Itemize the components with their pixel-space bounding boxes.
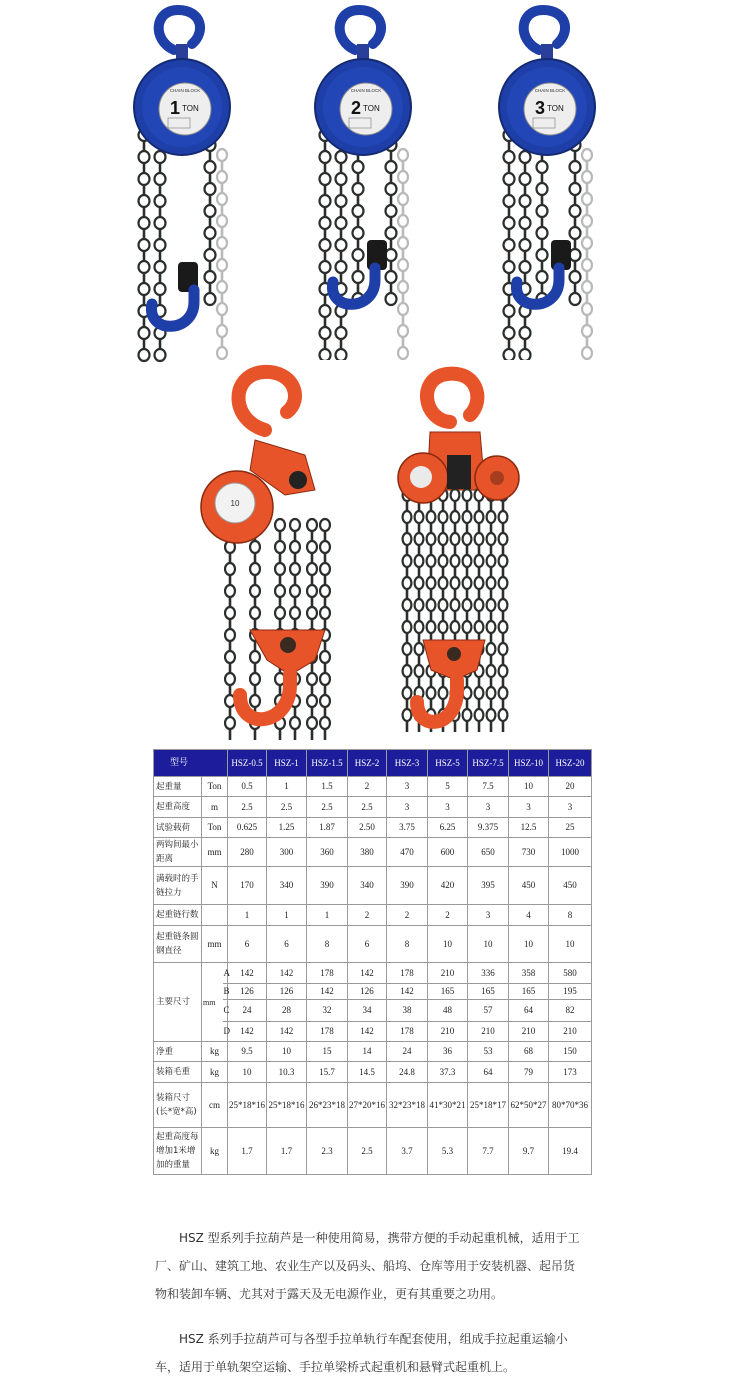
table-cell: 9.5 bbox=[228, 1042, 267, 1062]
table-cell: 165 bbox=[509, 984, 549, 1000]
row-unit: Ton bbox=[202, 818, 228, 838]
table-row bbox=[154, 797, 592, 818]
table-cell: 142 bbox=[267, 963, 307, 984]
dimension-sub-label: C bbox=[223, 1000, 228, 1022]
table-cell: 6 bbox=[228, 926, 267, 963]
table-cell: 12.5 bbox=[509, 818, 549, 838]
table-cell: 36 bbox=[428, 1042, 468, 1062]
table-row bbox=[154, 963, 592, 984]
table-cell: 195 bbox=[549, 984, 592, 1000]
table-cell: 420 bbox=[428, 867, 468, 905]
table-cell: 142 bbox=[348, 1022, 387, 1042]
table-row bbox=[154, 1042, 592, 1062]
row-unit: kg bbox=[202, 1062, 228, 1083]
table-cell: 142 bbox=[387, 984, 428, 1000]
capacity-label-plate bbox=[410, 466, 432, 488]
table-cell: 390 bbox=[387, 867, 428, 905]
table-cell: 126 bbox=[267, 984, 307, 1000]
table-cell: 3.7 bbox=[387, 1128, 428, 1175]
table-cell: 3 bbox=[468, 905, 509, 926]
table-cell: 2.5 bbox=[307, 797, 348, 818]
row-label: 起重链行数 bbox=[154, 905, 202, 926]
table-cell: 5.3 bbox=[428, 1128, 468, 1175]
table-cell: 1 bbox=[267, 777, 307, 797]
table-cell: 2.5 bbox=[267, 797, 307, 818]
table-cell: 64 bbox=[509, 1000, 549, 1022]
header-model: HSZ-1.5 bbox=[307, 750, 348, 777]
table-cell: 450 bbox=[509, 867, 549, 905]
table-row bbox=[154, 818, 592, 838]
table-cell: 1.87 bbox=[307, 818, 348, 838]
table-cell: 1 bbox=[267, 905, 307, 926]
table-cell: 1.25 bbox=[267, 818, 307, 838]
blue-hoists-illustration bbox=[125, 0, 625, 360]
row-label: 装箱尺寸(长*宽*高) bbox=[154, 1083, 202, 1128]
table-cell: 14.5 bbox=[348, 1062, 387, 1083]
spec-table-container bbox=[153, 749, 591, 1175]
table-cell: 8 bbox=[549, 905, 592, 926]
bottom-hook-icon bbox=[240, 675, 290, 719]
paragraph-line: 车，适用于单轨架空运输、手拉单梁桥式起重机和悬臂式起重机上。 bbox=[155, 1360, 516, 1374]
table-cell: 1.7 bbox=[267, 1128, 307, 1175]
description-paragraph-1 bbox=[155, 1224, 607, 1308]
table-cell: 26*23*18 bbox=[307, 1083, 348, 1128]
table-cell: 3 bbox=[549, 797, 592, 818]
row-label: 起重高度每增加1米增加的重量 bbox=[154, 1128, 202, 1175]
header-model: HSZ-5 bbox=[428, 750, 468, 777]
table-cell: 126 bbox=[348, 984, 387, 1000]
table-cell: 2.5 bbox=[228, 797, 267, 818]
capacity-number: 10 bbox=[230, 499, 240, 508]
capacity-unit: TON bbox=[182, 104, 199, 113]
table-cell: 1.7 bbox=[228, 1128, 267, 1175]
table-cell: 730 bbox=[509, 838, 549, 867]
table-cell: 142 bbox=[228, 963, 267, 984]
table-cell: 32 bbox=[307, 1000, 348, 1022]
table-cell: 10 bbox=[549, 926, 592, 963]
orange-hoist-1 bbox=[201, 372, 330, 740]
row-unit: mm bbox=[202, 963, 223, 1042]
table-cell: 650 bbox=[468, 838, 509, 867]
table-cell: 68 bbox=[509, 1042, 549, 1062]
table-cell: 165 bbox=[428, 984, 468, 1000]
table-cell: 15 bbox=[307, 1042, 348, 1062]
table-cell: 25*18*16 bbox=[228, 1083, 267, 1128]
table-cell: 10 bbox=[509, 926, 549, 963]
table-row bbox=[154, 1062, 592, 1083]
bottom-block-pin bbox=[280, 637, 296, 653]
paragraph-line: 厂、矿山、建筑工地、农业生产以及码头、船坞、仓库等用于安装机器、起吊货 bbox=[155, 1259, 576, 1273]
table-cell: 1000 bbox=[549, 838, 592, 867]
table-cell: 10 bbox=[428, 926, 468, 963]
spec-table bbox=[153, 749, 592, 1175]
table-cell: 142 bbox=[348, 963, 387, 984]
gear-housing bbox=[447, 455, 471, 489]
paragraph-line: HSZ 型系列手拉葫芦是一种使用简易，携带方便的手动起重机械，适用于工 bbox=[179, 1231, 580, 1245]
table-cell: 170 bbox=[228, 867, 267, 905]
description-paragraph-2 bbox=[155, 1325, 607, 1381]
table-cell: 300 bbox=[267, 838, 307, 867]
table-cell: 7.5 bbox=[468, 777, 509, 797]
blue-hoist-3 bbox=[499, 10, 595, 361]
table-cell: 34 bbox=[348, 1000, 387, 1022]
row-label: 起重链条圆钢直径 bbox=[154, 926, 202, 963]
wheel-hub bbox=[490, 471, 504, 485]
table-cell: 80*70*36 bbox=[549, 1083, 592, 1128]
table-cell: 142 bbox=[307, 984, 348, 1000]
table-cell: 178 bbox=[307, 1022, 348, 1042]
table-cell: 10 bbox=[267, 1042, 307, 1062]
table-cell: 2 bbox=[428, 905, 468, 926]
table-cell: 210 bbox=[509, 1022, 549, 1042]
table-cell: 580 bbox=[549, 963, 592, 984]
table-row bbox=[154, 867, 592, 905]
header-model: HSZ-10 bbox=[509, 750, 549, 777]
top-hook-icon bbox=[427, 374, 477, 422]
row-unit: m bbox=[202, 797, 228, 818]
table-cell: 37.3 bbox=[428, 1062, 468, 1083]
brand-text: CHAIN BLOCK bbox=[169, 88, 201, 93]
table-cell: 2.5 bbox=[348, 797, 387, 818]
capacity-unit: TON bbox=[363, 104, 380, 113]
orange-hoists-illustration bbox=[195, 360, 540, 740]
table-cell: 390 bbox=[307, 867, 348, 905]
header-model: HSZ-20 bbox=[549, 750, 592, 777]
table-cell: 25 bbox=[549, 818, 592, 838]
table-cell: 20 bbox=[549, 777, 592, 797]
blue-hoist-1 bbox=[134, 10, 230, 361]
table-cell: 3 bbox=[468, 797, 509, 818]
table-cell: 165 bbox=[468, 984, 509, 1000]
row-label: 装箱毛重 bbox=[154, 1062, 202, 1083]
table-cell: 178 bbox=[387, 963, 428, 984]
table-cell: 173 bbox=[549, 1062, 592, 1083]
blue-chain-hoists-photo bbox=[125, 0, 625, 360]
header-model: HSZ-2 bbox=[348, 750, 387, 777]
table-row bbox=[154, 926, 592, 963]
table-cell: 24.8 bbox=[387, 1062, 428, 1083]
brand-text: CHAIN BLOCK bbox=[350, 88, 382, 93]
table-cell: 210 bbox=[549, 1022, 592, 1042]
table-cell: 24 bbox=[387, 1042, 428, 1062]
table-cell: 358 bbox=[509, 963, 549, 984]
table-cell: 8 bbox=[387, 926, 428, 963]
row-unit: Ton bbox=[202, 777, 228, 797]
table-cell: 6.25 bbox=[428, 818, 468, 838]
table-cell: 4 bbox=[509, 905, 549, 926]
table-cell: 10 bbox=[468, 926, 509, 963]
row-unit: N bbox=[202, 867, 228, 905]
table-cell: 600 bbox=[428, 838, 468, 867]
table-row bbox=[154, 777, 592, 797]
table-cell: 3 bbox=[509, 797, 549, 818]
orange-chain-hoists-photo bbox=[195, 360, 540, 740]
table-cell: 38 bbox=[387, 1000, 428, 1022]
row-unit: mm bbox=[202, 838, 228, 867]
table-cell: 210 bbox=[428, 1022, 468, 1042]
header-model: HSZ-0.5 bbox=[228, 750, 267, 777]
table-cell: 2 bbox=[348, 777, 387, 797]
table-header-row bbox=[154, 750, 592, 777]
table-cell: 1 bbox=[228, 905, 267, 926]
table-cell: 10 bbox=[228, 1062, 267, 1083]
capacity-unit: TON bbox=[547, 104, 564, 113]
row-unit: kg bbox=[202, 1042, 228, 1062]
table-row bbox=[154, 838, 592, 867]
table-cell: 10 bbox=[509, 777, 549, 797]
capacity-number: 1 bbox=[169, 98, 180, 118]
table-cell: 2 bbox=[348, 905, 387, 926]
row-unit: cm bbox=[202, 1083, 228, 1128]
table-cell: 10.3 bbox=[267, 1062, 307, 1083]
table-cell: 178 bbox=[307, 963, 348, 984]
header-model: HSZ-3 bbox=[387, 750, 428, 777]
table-cell: 6 bbox=[348, 926, 387, 963]
table-cell: 3 bbox=[387, 777, 428, 797]
table-cell: 48 bbox=[428, 1000, 468, 1022]
table-cell: 0.5 bbox=[228, 777, 267, 797]
table-cell: 32*23*18 bbox=[387, 1083, 428, 1128]
table-cell: 82 bbox=[549, 1000, 592, 1022]
dimension-sub-label: A bbox=[223, 963, 228, 984]
row-label: 起重量 bbox=[154, 777, 202, 797]
blue-hoist-2 bbox=[315, 10, 411, 361]
row-unit bbox=[202, 905, 228, 926]
table-cell: 380 bbox=[348, 838, 387, 867]
table-cell: 8 bbox=[307, 926, 348, 963]
table-cell: 25*18*16 bbox=[267, 1083, 307, 1128]
header-model: HSZ-1 bbox=[267, 750, 307, 777]
table-cell: 340 bbox=[267, 867, 307, 905]
table-cell: 57 bbox=[468, 1000, 509, 1022]
table-cell: 360 bbox=[307, 838, 348, 867]
table-row bbox=[154, 905, 592, 926]
table-cell: 24 bbox=[228, 1000, 267, 1022]
top-hook-icon bbox=[238, 372, 295, 430]
paragraph-line: 物和装卸车辆、尤其对于露天及无电源作业，更有其重要之功用。 bbox=[155, 1287, 504, 1301]
table-cell: 15.7 bbox=[307, 1062, 348, 1083]
table-cell: 340 bbox=[348, 867, 387, 905]
table-cell: 280 bbox=[228, 838, 267, 867]
row-label: 两钩间最小距离 bbox=[154, 838, 202, 867]
table-cell: 27*20*16 bbox=[348, 1083, 387, 1128]
table-cell: 470 bbox=[387, 838, 428, 867]
row-label: 净重 bbox=[154, 1042, 202, 1062]
table-cell: 0.625 bbox=[228, 818, 267, 838]
table-cell: 178 bbox=[387, 1022, 428, 1042]
dimension-sub-label: D bbox=[223, 1022, 228, 1042]
table-cell: 7.7 bbox=[468, 1128, 509, 1175]
table-cell: 9.375 bbox=[468, 818, 509, 838]
table-cell: 6 bbox=[267, 926, 307, 963]
capacity-number: 2 bbox=[350, 98, 361, 118]
paragraph-line: HSZ 系列手拉葫芦可与各型手拉单轨行车配套使用，组成手拉起重运输小 bbox=[179, 1332, 568, 1346]
dimension-sub-label: B bbox=[223, 984, 228, 1000]
table-cell: 53 bbox=[468, 1042, 509, 1062]
brand-text: CHAIN BLOCK bbox=[534, 88, 566, 93]
header-model-label: 型号 bbox=[154, 750, 228, 777]
table-cell: 142 bbox=[267, 1022, 307, 1042]
bottom-block-pin bbox=[447, 647, 461, 661]
table-cell: 150 bbox=[549, 1042, 592, 1062]
table-cell: 2.50 bbox=[348, 818, 387, 838]
orange-hoist-2 bbox=[398, 374, 519, 732]
table-row bbox=[154, 1128, 592, 1175]
table-cell: 1.5 bbox=[307, 777, 348, 797]
table-cell: 3.75 bbox=[387, 818, 428, 838]
capacity-number: 3 bbox=[534, 98, 545, 118]
row-label: 满载时的手链拉力 bbox=[154, 867, 202, 905]
row-label: 试验载荷 bbox=[154, 818, 202, 838]
table-cell: 210 bbox=[428, 963, 468, 984]
table-cell: 395 bbox=[468, 867, 509, 905]
table-cell: 41*30*21 bbox=[428, 1083, 468, 1128]
table-cell: 64 bbox=[468, 1062, 509, 1083]
row-label: 起重高度 bbox=[154, 797, 202, 818]
table-cell: 19.4 bbox=[549, 1128, 592, 1175]
table-cell: 28 bbox=[267, 1000, 307, 1022]
table-cell: 450 bbox=[549, 867, 592, 905]
row-unit: mm bbox=[202, 926, 228, 963]
table-cell: 1 bbox=[307, 905, 348, 926]
table-cell: 3 bbox=[428, 797, 468, 818]
gear-hub bbox=[289, 471, 307, 489]
table-cell: 14 bbox=[348, 1042, 387, 1062]
table-cell: 62*50*27 bbox=[509, 1083, 549, 1128]
table-cell: 3 bbox=[387, 797, 428, 818]
table-cell: 2 bbox=[387, 905, 428, 926]
row-unit: kg bbox=[202, 1128, 228, 1175]
table-cell: 210 bbox=[468, 1022, 509, 1042]
bottom-hook-icon bbox=[417, 680, 457, 722]
table-cell: 336 bbox=[468, 963, 509, 984]
table-cell: 5 bbox=[428, 777, 468, 797]
table-cell: 126 bbox=[228, 984, 267, 1000]
table-cell: 79 bbox=[509, 1062, 549, 1083]
table-cell: 9.7 bbox=[509, 1128, 549, 1175]
row-label: 主要尺寸 bbox=[154, 963, 202, 1042]
table-cell: 2.5 bbox=[348, 1128, 387, 1175]
table-cell: 142 bbox=[228, 1022, 267, 1042]
table-cell: 25*18*17 bbox=[468, 1083, 509, 1128]
table-cell: 2.3 bbox=[307, 1128, 348, 1175]
header-model: HSZ-7.5 bbox=[468, 750, 509, 777]
table-row bbox=[154, 1083, 592, 1128]
